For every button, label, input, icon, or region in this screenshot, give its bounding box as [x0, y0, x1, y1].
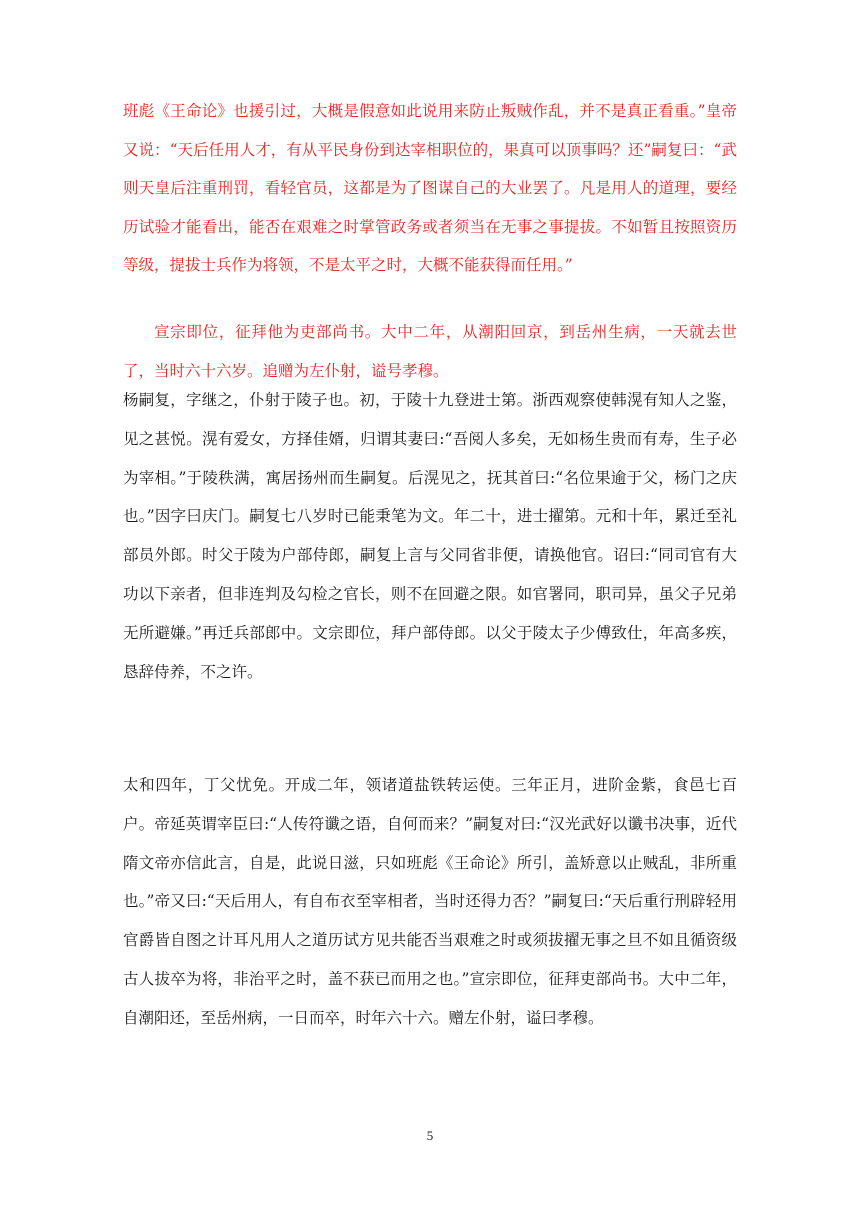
original-text-paragraph-1: 杨嗣复，字继之，仆射于陵子也。初，于陵十九登进士第。浙西观察使韩滉有知人之鉴，见之甚悦。滉有爱女，方择佳婿，归谓其妻曰:“吾阅人多矣，无如杨生贵而有寿，生子必为宰相。”于陵秩满，寓居扬州而生嗣复。后滉见之，抚其首曰:“名位果逾于父，杨门之庆也。”因字曰庆门。嗣复七八岁时已能秉笔为文。年二十，进士擢第。元和十年，累迁至礼部员外郎。时父于陵为户部侍郎，嗣复上言与父同省非便，请换他官。诏曰:“同司官有大功以下亲者，但非连判及勾检之官长，则不在回避之限。如官署同，职司异，虽父子兄弟无所避嫌。”再迁兵部郎中。文宗即位，拜户部侍郎。以父于陵太子少傅致仕，年高多疾，恳辞侍养，不之许。 — [123, 391, 737, 681]
original-text-paragraph-2: 太和四年，丁父忧免。开成二年，领诸道盐铁转运使。三年正月，进阶金紫，食邑七百户。帝延英谓宰臣曰:“人传符谶之语，自何而来？”嗣复对曰:“汉光武好以谶书决事，近代隋文帝亦信此言，自是，此说日滋，只如班彪《王命论》所引，盖矫意以止贼乱，非所重也。”帝又曰:“天后用人，有自布衣至宰相者，当时还得力否？”嗣复曰:“天后重行刑辟轻用官爵皆自图之计耳凡用人之道历试方见共能否当艰难之时或须拔擢无事之旦不如且循资级古人拔卒为将，非治平之时，盖不获已而用之也。”宣宗即位，征拜吏部尚书。大中二年，自潮阳还，至岳州病，一日而卒，时年六十六。赠左仆射，谥曰孝穆。 — [123, 776, 737, 1027]
translation-paragraph-ending: 宣宗即位，征拜他为吏部尚书。大中二年，从潮阳回京，到岳州生病，一天就去世了，当时六十六岁。追赠为左仆射，谥号孝穆。 — [123, 323, 737, 380]
translation-paragraph-continued: 班彪《王命论》也援引过，大概是假意如此说用来防止叛贼作乱，并不是真正看重。”皇帝又说：“天后任用人才，有从平民身份到达宰相职位的，果真可以顶事吗？还”嗣复曰：“武则天皇后注重刑罚，看轻官员，这都是为了图谋自己的大业罢了。凡是用人的道理，要经历试验才能看出，能否在艰难之时掌管政务或者须当在无事之事提拔。不如暂且按照资历等级，提拔士兵作为将领，不是太平之时，大概不能获得而任用。” — [123, 102, 737, 274]
page-number: 5 — [426, 1128, 434, 1143]
